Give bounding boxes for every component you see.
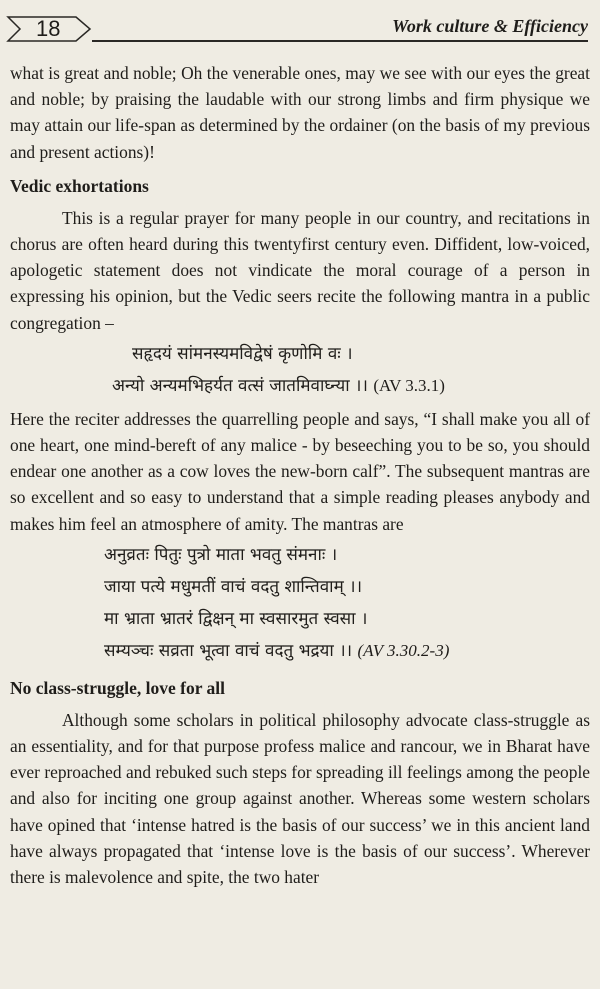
verse-line: जाया पत्ये मधुमतीं वाचं वदतु शान्तिवाम् ।। [104,576,363,597]
paragraph-reciter: Here the reciter addresses the quarrelling people and says, “I shall make you all of one heart, one mind-bereft of any malice - by beseeching you to be so, you should endear one another as a cow loves the new-born calf”. The subsequent mantras are so excellent and so easy to understand that a simple reading pleases anybody and makes him feel an atmosphere of amity. The mantras are [10,408,590,534]
header-rule [92,40,588,42]
paragraph-class-struggle: Although some scholars in political philosophy advocate class-struggle as an essentiality, and for that purpose profess malice and rancour, we in Bharat have ever reproached and rebuked such steps for spreading ill feelings among the people and also for inciting one group against another. Whereas some western scholars have opined that ‘intense hatred is the basis of our success’ we in this ancient land have always propagated that ‘intense love is the basis of our success’. Wherever there is malevolence and spite, the two hater [10,709,590,888]
sanskrit-verse-av-3-3-1 [10,338,590,402]
section-heading-vedic-exhortations: Vedic exhortations [10,175,149,196]
page-header [0,0,600,60]
page-number-tab [6,16,92,42]
verse-line: सम्यञ्चः सव्रता भूत्वा वाचं वदतु भद्रया ।। (AV 3.30.2-3) [104,640,450,661]
section-heading-no-class-struggle: No class-struggle, love for all [10,677,225,698]
verse-line: अनुव्रतः पितुः पुत्रो माता भवतु संमनाः । [104,544,338,565]
paragraph-prayer: This is a regular prayer for many people in our country, and recitations in chorus are often heard during this twentyfirst century even. Diffident, low-voiced, apologetic statement does not vindicate the moral courage of a person in expressing his opinion, but the Vedic seers recite the following mantra in a public congregation – [10,207,590,333]
sanskrit-verse-av-3-30 [10,539,590,667]
verse-line: सहृदयं सांमनस्यमविद्वेषं कृणोमि वः । [132,343,353,364]
verse-reference: (AV 3.30.2-3) [357,640,450,660]
verse-line: अन्यो अन्यमभिहर्यत वत्सं जातमिवाघ्न्या ।। (AV 3.3.1) [112,375,445,396]
verse-reference: (AV 3.3.1) [373,375,445,395]
page-number: 18 [36,16,61,41]
verse-line: मा भ्राता भ्रातरं द्विक्षन् मा स्वसारमुत स्वसा । [104,608,368,629]
paragraph-continued: what is great and noble; Oh the venerable ones, may we see with our eyes the great and noble; by praising the laudable with our strong limbs and firm physique we may attain our life-span as determined by the ordainer (on the basis of my previous and present actions)! [10,63,590,162]
page-content [10,60,590,890]
running-title: Work culture & Efficiency [392,16,588,36]
